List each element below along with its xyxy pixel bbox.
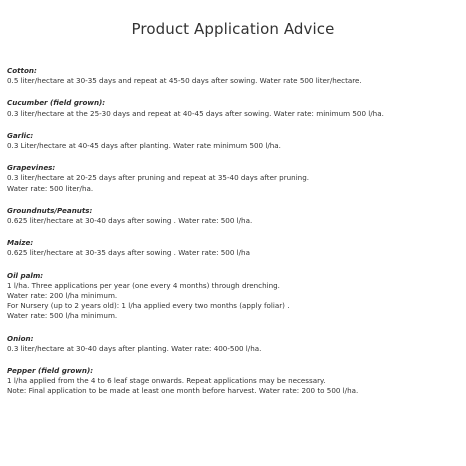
crop-name: Cotton: (7, 66, 37, 75)
crop-section (7, 163, 462, 194)
crop-instruction-line: 0.625 liter/hectare at 30-40 days after sowing . Water rate: 500 l/ha. (7, 216, 253, 226)
crop-instruction-line: 0.3 Liter/hectare at 40-45 days after planting. Water rate minimum 500 l/ha. (7, 141, 281, 151)
crop-name: Grapevines: (7, 163, 56, 173)
crop-instruction-line: 1 l/ha applied from the 4 to 6 leaf stage onwards. Repeat applications may be necessary. (7, 376, 326, 386)
crop-instruction-line: Water rate: 500 liter/ha. (7, 183, 94, 193)
crop-instruction-line: For Nursery (up to 2 years old): 1 l/ha applied every two months (apply foliar) . (7, 301, 290, 311)
crop-section (7, 366, 462, 397)
crop-advice-list (7, 66, 462, 409)
crop-instruction-line: 1 l/ha. Three applications per year (one every 4 months) through drenching. (7, 280, 280, 290)
crop-instruction-line: Water rate: 500 l/ha minimum. (7, 311, 118, 321)
crop-instruction-line: Water rate: 200 l/ha minimum. (7, 291, 118, 301)
crop-section (7, 66, 462, 86)
crop-name: Garlic: (7, 130, 34, 140)
crop-name: Onion: (7, 333, 34, 343)
crop-section (7, 98, 462, 118)
crop-instruction-line: 0.5 liter/hectare at 30-35 days and repeat at 45-50 days after sowing. Water rate 500 liter/hectare. (7, 76, 362, 86)
crop-section (7, 271, 462, 322)
crop-instruction-line: 0.3 liter/hectare at 30-40 days after planting. Water rate: 400-500 l/ha. (7, 343, 262, 353)
crop-instruction-line: 0.625 liter/hectare at 30-35 days after sowing . Water rate: 500 l/ha (7, 248, 250, 258)
crop-section (7, 238, 462, 258)
crop-section (7, 206, 462, 226)
crop-instruction-line: 0.3 liter/hectare at the 25-30 days and repeat at 40-45 days after sowing. Water rate: minimum 500 l/ha. (7, 108, 384, 118)
crop-name: Oil palm: (7, 270, 44, 280)
crop-name: Cucumber (field grown): (7, 98, 106, 108)
page-title: Product Application Advice (131, 20, 335, 38)
crop-section (7, 334, 462, 354)
crop-instruction-line: 0.3 liter/hectare at 20-25 days after pruning and repeat at 35-40 days after pruning. (7, 173, 310, 183)
crop-name: Maize: (7, 238, 34, 248)
crop-name: Pepper (field grown): (7, 366, 94, 376)
crop-name: Groundnuts/Peanuts: (7, 205, 93, 215)
crop-section (7, 131, 462, 151)
crop-instruction-line: Note: Final application to be made at least one month before harvest. Water rate: 200 to 500 l/ha. (7, 386, 359, 396)
